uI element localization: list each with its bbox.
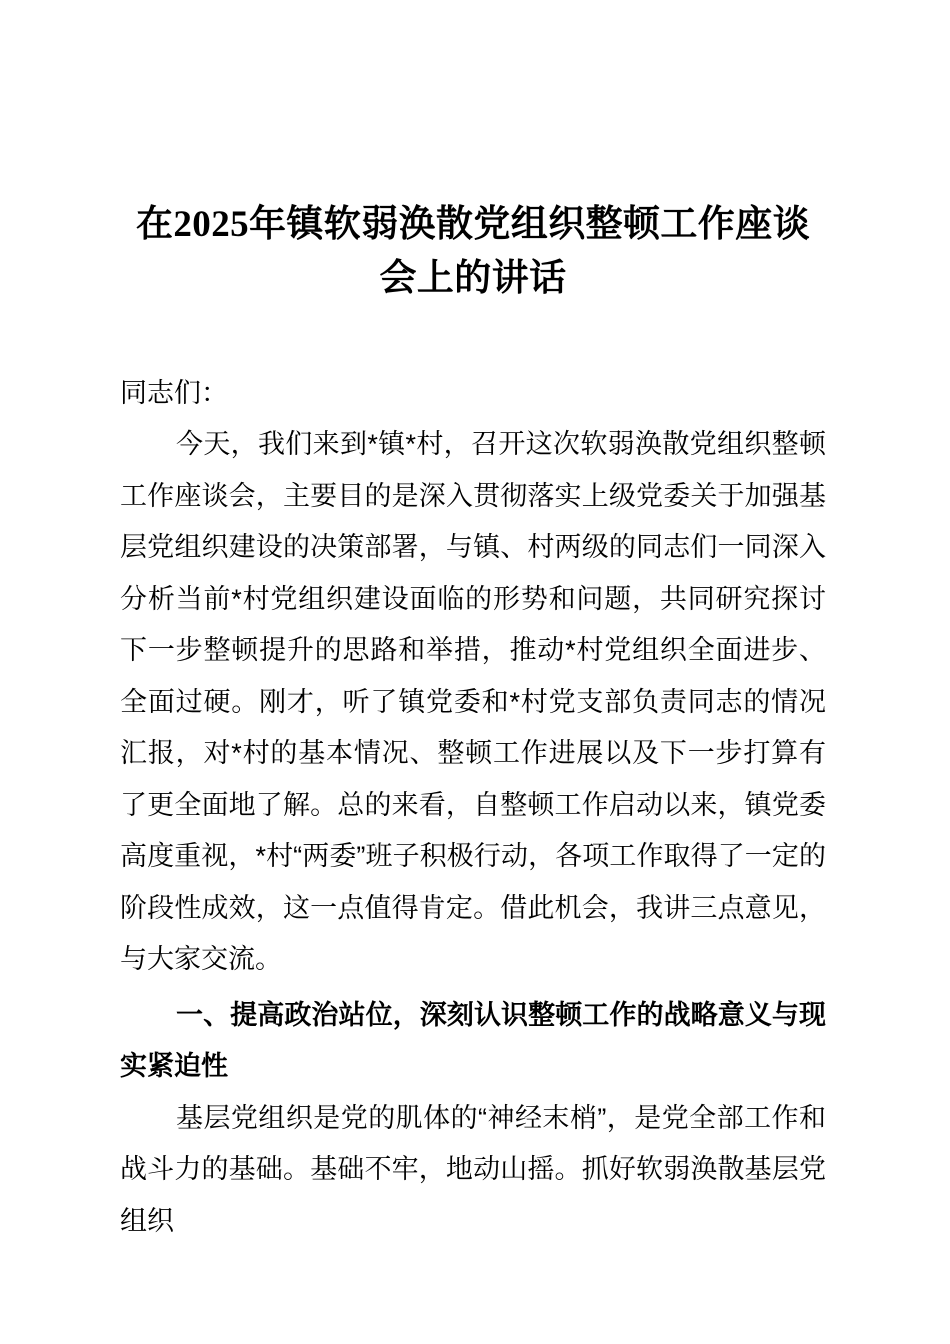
salutation: 同志们： [120,378,228,408]
body-paragraph-1: 今天，我们来到*镇*村，召开这次软弱涣散党组织整顿工作座谈会，主要目的是深入贯彻落实上级党委关于加强基层党组织建设的决策部署，与镇、村两级的同志们一同深入分析当前*村党组织建设面临的形势和问题，共同研究探讨下一步整顿提升的思路和举措，推动*村党组织全面进步、全面过硬。刚才，听了镇党委和*村党支部负责同志的情况汇报，对*村的基本情况、整顿工作进展以及下一步打算有了更全面地了解。总的来看，自整顿工作启动以来，镇党委高度重视，*村“两委”班子积极行动，各项工作取得了一定的阶段性成效，这一点值得肯定。借此机会，我讲三点意见，与大家交流。 [120,429,826,974]
document-content [120,0,826,1247]
body-paragraph-2: 基层党组织是党的肌体的“神经末梢”，是党全部工作和战斗力的基础。基础不牢，地动山摇。抓好软弱涣散基层党组织 [120,1102,826,1236]
page-title: 在2025年镇软弱涣散党组织整顿工作座谈会上的讲话 [136,204,810,299]
section-heading-1: 一、提高政治站位，深刻认识整顿工作的战略意义与现实紧迫性 [120,999,826,1081]
